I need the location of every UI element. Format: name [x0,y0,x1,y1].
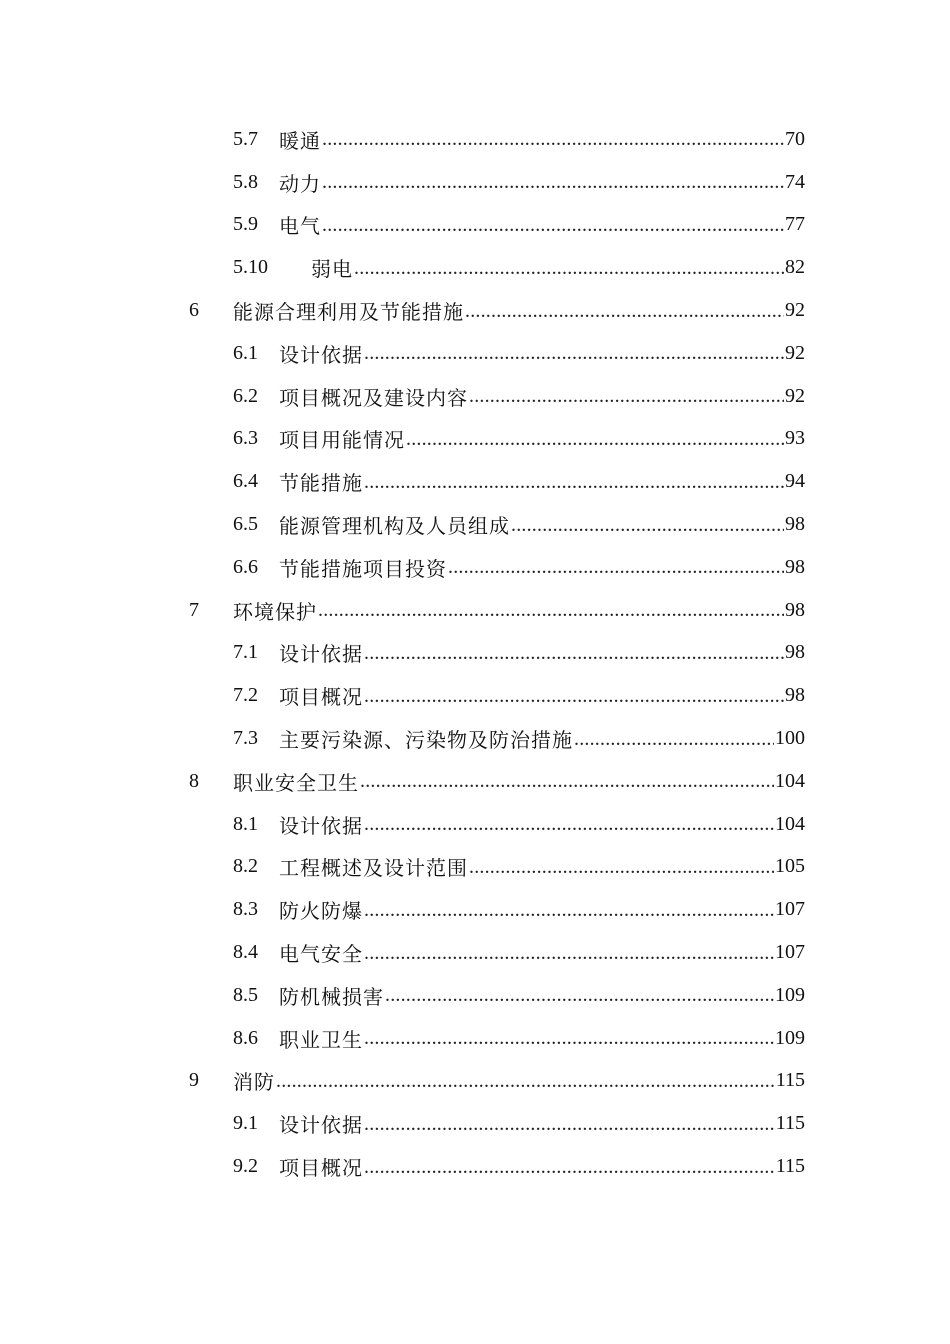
toc-entry-title: 节能措施项目投资 [279,556,447,581]
toc-entry-line [279,1152,805,1181]
toc-entry-line [279,339,805,368]
toc-entry-title: 设计依据 [279,813,363,838]
toc-entry-page-number: 109 [775,1026,805,1049]
toc-entry-number: 5.8 [233,170,258,193]
toc-entry-title: 设计依据 [279,1113,363,1138]
toc-entry-line [233,767,805,796]
toc-entry-page-number: 105 [775,855,805,878]
toc-entry-title: 弱电 [311,257,353,282]
toc-entry[interactable] [0,546,950,589]
dot-leader [318,600,784,620]
toc-entry[interactable] [0,632,950,675]
toc-entry-page-number: 98 [785,513,805,536]
toc-entry-line [233,296,805,325]
toc-entry-number: 6.2 [233,384,258,407]
toc-entry[interactable] [0,161,950,204]
toc-entry-line [279,895,805,924]
toc-entry[interactable] [0,717,950,760]
toc-entry-number: 9 [189,1069,199,1092]
toc-entry-page-number: 98 [785,598,805,621]
dot-leader [364,686,784,706]
dot-leader [322,215,784,235]
toc-entry-number: 8.1 [233,812,258,835]
toc-entry-title: 项目概况 [279,1156,363,1181]
toc-entry-title: 暖通 [279,128,321,153]
toc-entry-title: 项目概况及建设内容 [279,385,468,410]
toc-entry[interactable] [0,803,950,846]
dot-leader [469,857,774,877]
toc-entry[interactable] [0,931,950,974]
toc-entry-page-number: 104 [775,812,805,835]
toc-entry[interactable] [0,332,950,375]
toc-entry-page-number: 98 [785,555,805,578]
toc-entry-line [279,1109,805,1138]
toc-entry-page-number: 104 [775,769,805,792]
toc-entry-title: 项目概况 [279,685,363,710]
toc-entry-number: 6.1 [233,341,258,364]
toc-entry-line [279,1024,805,1053]
toc-entry-line [279,681,805,710]
toc-entry[interactable] [0,974,950,1017]
toc-entry-title: 防火防爆 [279,899,363,924]
toc-entry-page-number: 107 [775,898,805,921]
dot-leader [322,172,784,192]
toc-entry-line [279,125,805,154]
toc-entry-page-number: 100 [775,727,805,750]
toc-entry-line [279,724,805,753]
dot-leader [364,943,774,963]
dot-leader [364,343,784,363]
toc-entry-page-number: 74 [785,170,805,193]
toc-entry-title: 能源管理机构及人员组成 [279,514,510,539]
toc-entry[interactable] [0,589,950,632]
toc-entry[interactable] [0,204,950,247]
dot-leader [465,301,784,321]
toc-entry-title: 电气安全 [279,942,363,967]
dot-leader [448,557,784,577]
toc-entry-number: 5.10 [233,256,268,279]
toc-entry-title: 防机械损害 [279,984,384,1009]
toc-entry-title: 动力 [279,171,321,196]
toc-entry-number: 5.9 [233,213,258,236]
toc-entry-number: 5.7 [233,127,258,150]
toc-entry-title: 环境保护 [233,599,317,624]
toc-entry-line [279,510,805,539]
toc-entry-number: 6.5 [233,513,258,536]
toc-entry-page-number: 115 [775,1112,805,1135]
toc-entry-line [279,210,805,239]
toc-entry-line [279,168,805,197]
toc-entry-title: 设计依据 [279,642,363,667]
toc-entry[interactable] [0,418,950,461]
toc-entry-page-number: 94 [785,470,805,493]
toc-entry-number: 9.2 [233,1155,258,1178]
dot-leader [364,1157,775,1177]
dot-leader [364,1114,775,1134]
toc-entry-number: 8.3 [233,898,258,921]
toc-entry[interactable] [0,118,950,161]
toc-entry-line [279,810,805,839]
toc-entry-page-number: 70 [785,127,805,150]
toc-entry-line [279,938,805,967]
toc-entry-page-number: 92 [785,341,805,364]
toc-entry-page-number: 82 [785,256,805,279]
toc-entry[interactable] [0,375,950,418]
toc-entry-title: 职业卫生 [279,1027,363,1052]
toc-entry-number: 7.1 [233,641,258,664]
toc-entry-number: 8 [189,769,199,792]
dot-leader [276,1071,775,1091]
toc-entry[interactable] [0,246,950,289]
toc-entry[interactable] [0,1102,950,1145]
dot-leader [511,515,784,535]
toc-entry-number: 7.3 [233,727,258,750]
dot-leader [364,643,784,663]
toc-entry[interactable] [0,460,950,503]
dot-leader [354,258,784,278]
toc-entry-line [279,981,805,1010]
toc-entry-title: 工程概述及设计范围 [279,856,468,881]
toc-entry-number: 7 [189,598,199,621]
toc-entry-page-number: 93 [785,427,805,450]
toc-entry[interactable] [0,846,950,889]
dot-leader [469,386,784,406]
toc-entry[interactable] [0,1017,950,1060]
toc-entry-line [233,596,805,625]
toc-entry-number: 8.2 [233,855,258,878]
toc-entry-page-number: 92 [785,384,805,407]
toc-entry[interactable] [0,503,950,546]
toc-entry-page-number: 77 [785,213,805,236]
toc-entry-number: 7.2 [233,684,258,707]
toc-entry-number: 9.1 [233,1112,258,1135]
toc-entry-line [279,382,805,411]
dot-leader [406,429,784,449]
toc-entry[interactable] [0,760,950,803]
toc-entry-title: 项目用能情况 [279,428,405,453]
toc-entry[interactable] [0,674,950,717]
dot-leader [364,900,774,920]
toc-entry-number: 6.6 [233,555,258,578]
toc-entry-line [311,253,805,282]
dot-leader [364,1028,774,1048]
toc-entry-line [279,852,805,881]
toc-entry-line [233,1066,805,1095]
toc-entry-title: 主要污染源、污染物及防治措施 [279,728,573,753]
toc-entry-title: 电气 [279,214,321,239]
dot-leader [364,814,774,834]
dot-leader [360,771,774,791]
dot-leader [364,472,784,492]
toc-entry-page-number: 109 [775,983,805,1006]
dot-leader [322,129,784,149]
toc-entry-line [279,638,805,667]
toc-entry-page-number: 98 [785,684,805,707]
toc-entry-line [279,553,805,582]
toc-entry-line [279,467,805,496]
toc-entry-title: 能源合理利用及节能措施 [233,300,464,325]
toc-entry-number: 8.4 [233,941,258,964]
toc-entry-title: 职业安全卫生 [233,770,359,795]
toc-entry[interactable] [0,289,950,332]
toc-entry-title: 节能措施 [279,471,363,496]
toc-entry-page-number: 115 [775,1155,805,1178]
toc-entry-title: 消防 [233,1070,275,1095]
toc-entry-number: 6 [189,299,199,322]
toc-entry-page-number: 115 [775,1069,805,1092]
toc-entry[interactable] [0,1145,950,1188]
toc-entry-number: 6.4 [233,470,258,493]
toc-entry-page-number: 98 [785,641,805,664]
table-of-contents [0,118,950,1188]
toc-entry[interactable] [0,888,950,931]
toc-entry-title: 设计依据 [279,342,363,367]
dot-leader [574,729,774,749]
toc-entry-page-number: 107 [775,941,805,964]
toc-entry[interactable] [0,1060,950,1103]
toc-entry-number: 8.5 [233,983,258,1006]
toc-entry-line [279,424,805,453]
toc-entry-number: 6.3 [233,427,258,450]
toc-entry-page-number: 92 [785,299,805,322]
dot-leader [385,985,774,1005]
toc-entry-number: 8.6 [233,1026,258,1049]
